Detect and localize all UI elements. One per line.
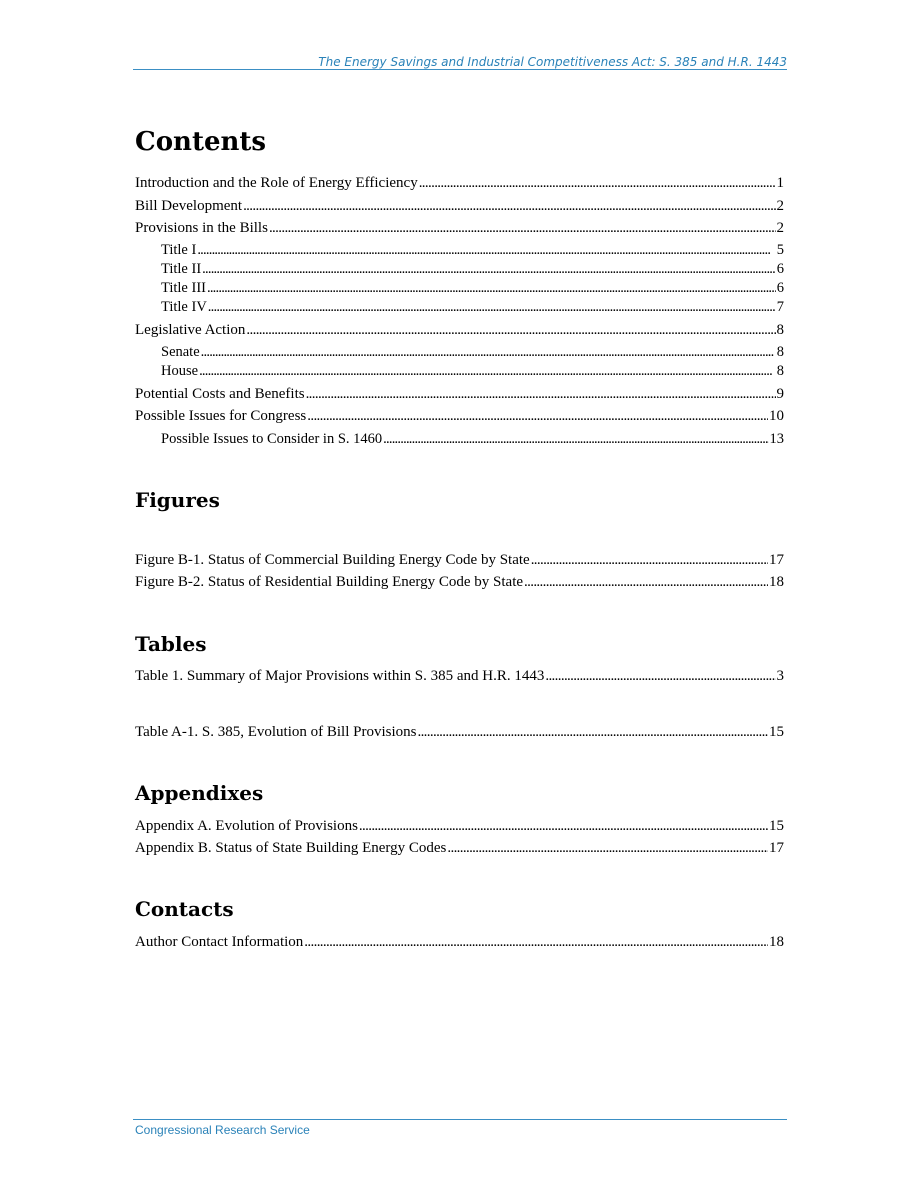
toc-label: Table 1. Summary of Major Provisions within S. 385 and H.R. 1443 <box>135 668 545 684</box>
toc-page: 5 <box>776 242 784 258</box>
header-rule <box>133 69 787 70</box>
toc-label: Appendix B. Status of State Building Energy Codes <box>135 840 447 856</box>
toc-label: Title II <box>161 261 202 277</box>
toc-label: Senate <box>161 344 200 360</box>
toc-label: Title III <box>161 280 206 296</box>
toc-label: Appendix A. Evolution of Provisions <box>135 818 358 834</box>
toc-page: 8 <box>776 322 784 338</box>
appendix-entry[interactable] <box>135 815 784 837</box>
dot-leader <box>199 360 776 382</box>
toc-page: 6 <box>776 280 784 296</box>
toc-page: 6 <box>776 261 784 277</box>
dot-leader <box>269 217 776 239</box>
dot-leader <box>524 571 768 593</box>
dot-leader <box>306 383 776 405</box>
toc-subentry[interactable] <box>161 428 784 450</box>
table-entry[interactable] <box>135 721 784 743</box>
figures-heading: Figures <box>135 488 220 512</box>
toc-entry[interactable] <box>135 405 784 427</box>
toc-label: Title I <box>161 242 197 258</box>
toc-label: Figure B-2. Status of Residential Building Energy Code by State <box>135 574 524 590</box>
toc-label: Bill Development <box>135 198 243 214</box>
toc-page: 13 <box>769 431 784 447</box>
table-entry[interactable] <box>135 665 784 687</box>
footer-org: Congressional Research Service <box>135 1123 310 1137</box>
toc-page: 1 <box>776 175 784 191</box>
toc-entry[interactable] <box>135 217 784 239</box>
dot-leader <box>545 665 775 687</box>
dot-leader <box>383 428 768 450</box>
dot-leader <box>531 549 768 571</box>
dot-leader <box>307 405 768 427</box>
toc-label: Table A-1. S. 385, Evolution of Bill Provisions <box>135 724 417 740</box>
toc-label: Possible Issues for Congress <box>135 408 307 424</box>
dot-leader <box>208 296 776 318</box>
contents-heading: Contents <box>135 127 267 157</box>
running-header: The Energy Savings and Industrial Competitiveness Act: S. 385 and H.R. 1443 <box>318 55 787 69</box>
dot-leader <box>447 837 768 859</box>
dot-leader <box>417 721 768 743</box>
tables-heading: Tables <box>135 632 207 656</box>
toc-page: 8 <box>776 363 784 379</box>
toc-page: 8 <box>776 344 784 360</box>
toc-page: 18 <box>769 574 784 590</box>
toc-page: 3 <box>776 668 784 684</box>
dot-leader <box>419 172 776 194</box>
appendixes-heading: Appendixes <box>135 781 264 805</box>
appendix-entry[interactable] <box>135 837 784 859</box>
figure-entry[interactable] <box>135 571 784 593</box>
toc-page: 15 <box>769 818 784 834</box>
toc-page: 9 <box>776 386 784 402</box>
toc-page: 17 <box>769 552 784 568</box>
contact-entry[interactable] <box>135 931 784 953</box>
toc-label: Potential Costs and Benefits <box>135 386 305 402</box>
toc-entry[interactable] <box>135 383 784 405</box>
toc-page: 2 <box>776 220 784 236</box>
toc-page: 10 <box>769 408 784 424</box>
toc-label: Figure B-1. Status of Commercial Building Energy Code by State <box>135 552 530 568</box>
toc-label: Author Contact Information <box>135 934 304 950</box>
toc-page: 17 <box>769 840 784 856</box>
toc-label: Possible Issues to Consider in S. 1460 <box>161 431 383 447</box>
footer-rule <box>133 1119 787 1120</box>
toc-page: 15 <box>769 724 784 740</box>
toc-entry[interactable] <box>135 319 784 341</box>
toc-subentry[interactable] <box>161 296 784 318</box>
toc-label: Provisions in the Bills <box>135 220 268 236</box>
dot-leader <box>304 931 768 953</box>
dot-leader <box>243 195 775 217</box>
toc-page: 7 <box>776 299 784 315</box>
toc-page: 2 <box>776 198 784 214</box>
toc-subentry[interactable] <box>161 360 784 382</box>
toc-label: Introduction and the Role of Energy Efficiency <box>135 175 418 191</box>
contacts-heading: Contacts <box>135 897 234 921</box>
dot-leader <box>246 319 775 341</box>
figure-entry[interactable] <box>135 549 784 571</box>
dot-leader <box>359 815 768 837</box>
toc-label: Title IV <box>161 299 207 315</box>
toc-label: Legislative Action <box>135 322 246 338</box>
toc-entry[interactable] <box>135 195 784 217</box>
toc-label: House <box>161 363 199 379</box>
toc-entry[interactable] <box>135 172 784 194</box>
toc-page: 18 <box>769 934 784 950</box>
